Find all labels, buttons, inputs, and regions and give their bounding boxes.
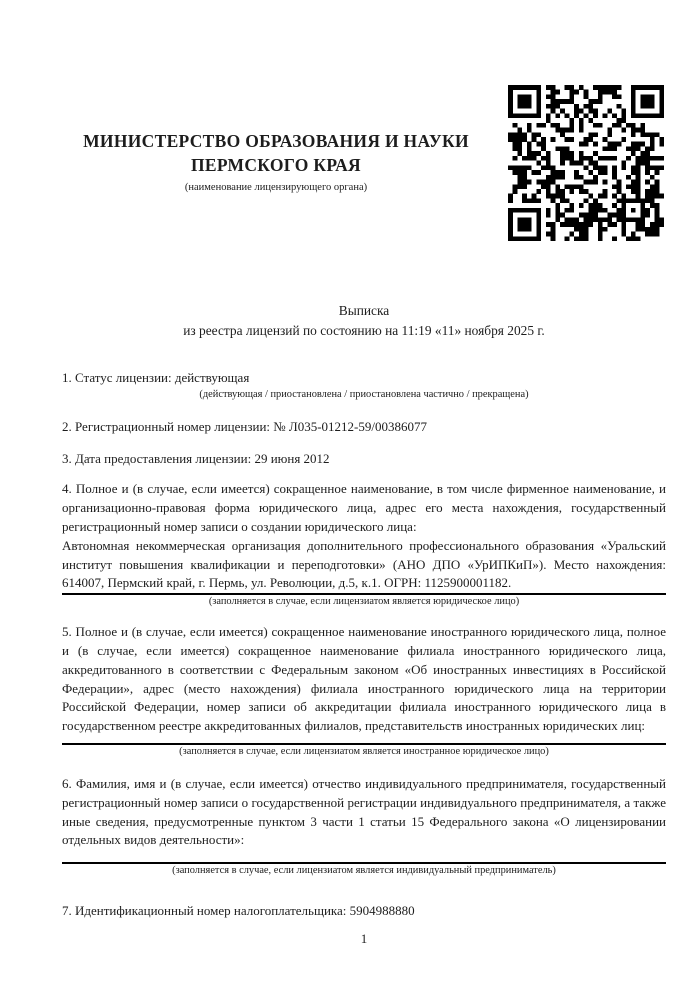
item-legal-entity-caption: (заполняется в случае, если лицензиатом является юридическое лицо): [208, 596, 520, 608]
ministry-name-line1: МИНИСТЕРСТВО ОБРАЗОВАНИЯ И НАУКИ: [83, 131, 469, 151]
item-legal-entity: [62, 480, 666, 593]
item-legal-entity-statement: 4. Полное и (в случае, если имеется) сокращенное наименование, в том числе фирменное наименование, и организационно-правовая форма юридического лица, адрес его места нахождения, государственный регистрационный номер записи о создании юридического лица:: [62, 481, 666, 534]
qr-code-icon: [508, 85, 664, 241]
item-foreign-entity-caption: (заполняется в случае, если лицензиатом является иностранное юридическое лицо): [179, 745, 549, 757]
item-grant-date: 3. Дата предоставления лицензии: 29 июня 2012: [62, 450, 330, 466]
ministry-name-line2: ПЕРМСКОГО КРАЯ: [191, 155, 361, 175]
item-individual-entrepreneur-caption: (заполняется в случае, если лицензиатом является индивидуальный предприниматель): [172, 865, 556, 877]
item-individual-entrepreneur: 6. Фамилия, имя и (в случае, если имеется) отчество индивидуального предпринимателя, государственный регистрационный номер записи о государственной регистрации индивидуального предпринимателя, а также иные сведения, предусмотренные пунктом 3 части 1 статьи 15 Федерального закона «О лицензировании отдельных видов деятельности»:: [62, 775, 666, 848]
item-foreign-entity: 5. Полное и (в случае, если имеется) сокращенное наименование иностранного юридического лица, полное и (в случае, если имеется) сокращенное наименование филиала иностранного юридического лица, аккредитованного в соответствии с Федеральным законом «Об иностранных инвестициях в Российской Федерации», адрес (место нахождения) филиала иностранного юридического лица на территории Российской Федерации, номер записи об аккредитации филиала иностранного юридического лица в государственном реестре аккредитованных филиалов, представительств иностранных юридических лиц:: [62, 624, 666, 734]
ministry-header: [62, 129, 490, 195]
item-registration-number: 2. Регистрационный номер лицензии: № Л035-01212-59/00386077: [62, 418, 428, 434]
document-title: [62, 301, 666, 341]
document-title-line1: Выписка: [338, 303, 390, 318]
ministry-caption: (наименование лицензирующего органа): [184, 182, 368, 193]
page-number: 1: [360, 931, 368, 946]
document-title-line2: из реестра лицензий по состоянию на 11:19 «11» ноября 2025 г.: [183, 323, 545, 338]
item-legal-entity-value: Автономная некоммерческая организация дополнительного профессионального образования «Уральский институт повышения квалификации и переподготовки» (АНО ДПО «УрИПКиП»). Место нахождения: 614007, Пермский край, г. Пермь, ул. Революции, д.5, к.1. ОГРН: 1125900001182.: [62, 537, 666, 591]
item-license-status: 1. Статус лицензии: действующая: [62, 370, 250, 385]
item-taxpayer-number: 7. Идентификационный номер налогоплательщика: 5904988880: [62, 903, 415, 919]
item-license-status-caption: (действующая / приостановлена / приостановлена частично / прекращена): [199, 388, 529, 400]
document-body: [62, 369, 666, 921]
